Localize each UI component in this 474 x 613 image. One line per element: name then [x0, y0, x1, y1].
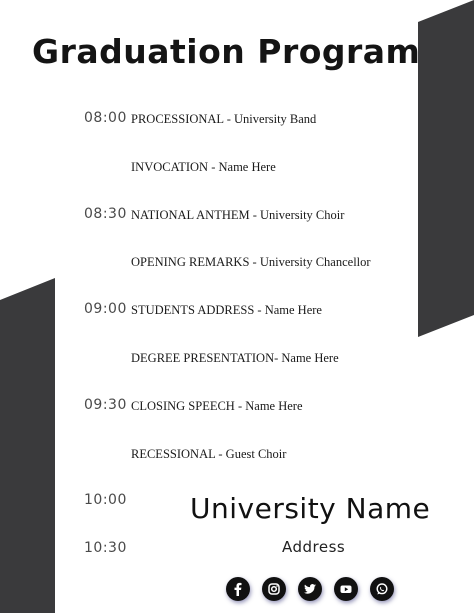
schedule-time: 09:30: [84, 396, 127, 413]
schedule-row: [0, 206, 420, 228]
schedule-row: [0, 301, 420, 323]
whatsapp-icon[interactable]: [370, 577, 394, 601]
facebook-icon[interactable]: [226, 577, 250, 601]
youtube-icon[interactable]: [334, 577, 358, 601]
schedule-row: [0, 158, 420, 180]
schedule-row: [0, 349, 420, 371]
schedule-item: INVOCATION - Name Here: [131, 159, 276, 174]
social-links: [226, 577, 394, 601]
schedule-item: DEGREE PRESENTATION- Name Here: [131, 351, 339, 365]
twitter-icon[interactable]: [298, 577, 322, 601]
schedule-row: [0, 397, 420, 419]
schedule-row: [0, 110, 420, 132]
schedule-item: RECESSIONAL - Guest Choir: [131, 446, 287, 461]
schedule-time: 09:00: [84, 301, 127, 318]
schedule-item: STUDENTS ADDRESS - Name Here: [131, 303, 322, 318]
schedule-item: PROCESSIONAL - University Band: [131, 112, 317, 126]
schedule-item: OPENING REMARKS - University Chancellor: [131, 255, 371, 270]
university-name: University Name: [190, 492, 431, 525]
schedule-time: 08:00: [84, 110, 127, 126]
schedule-item: NATIONAL ANTHEM - University Choir: [131, 207, 345, 222]
university-address: Address: [282, 538, 346, 556]
schedule-time: 08:30: [84, 205, 127, 222]
schedule-time: 10:00: [84, 492, 127, 509]
schedule-time: 10:30: [84, 540, 127, 557]
schedule-row: [0, 445, 420, 467]
schedule-row: [0, 540, 420, 562]
instagram-icon[interactable]: [262, 577, 286, 601]
program-title: Graduation Program: [32, 32, 421, 71]
schedule-item: CLOSING SPEECH - Name Here: [131, 398, 303, 413]
schedule-row: [0, 253, 420, 275]
